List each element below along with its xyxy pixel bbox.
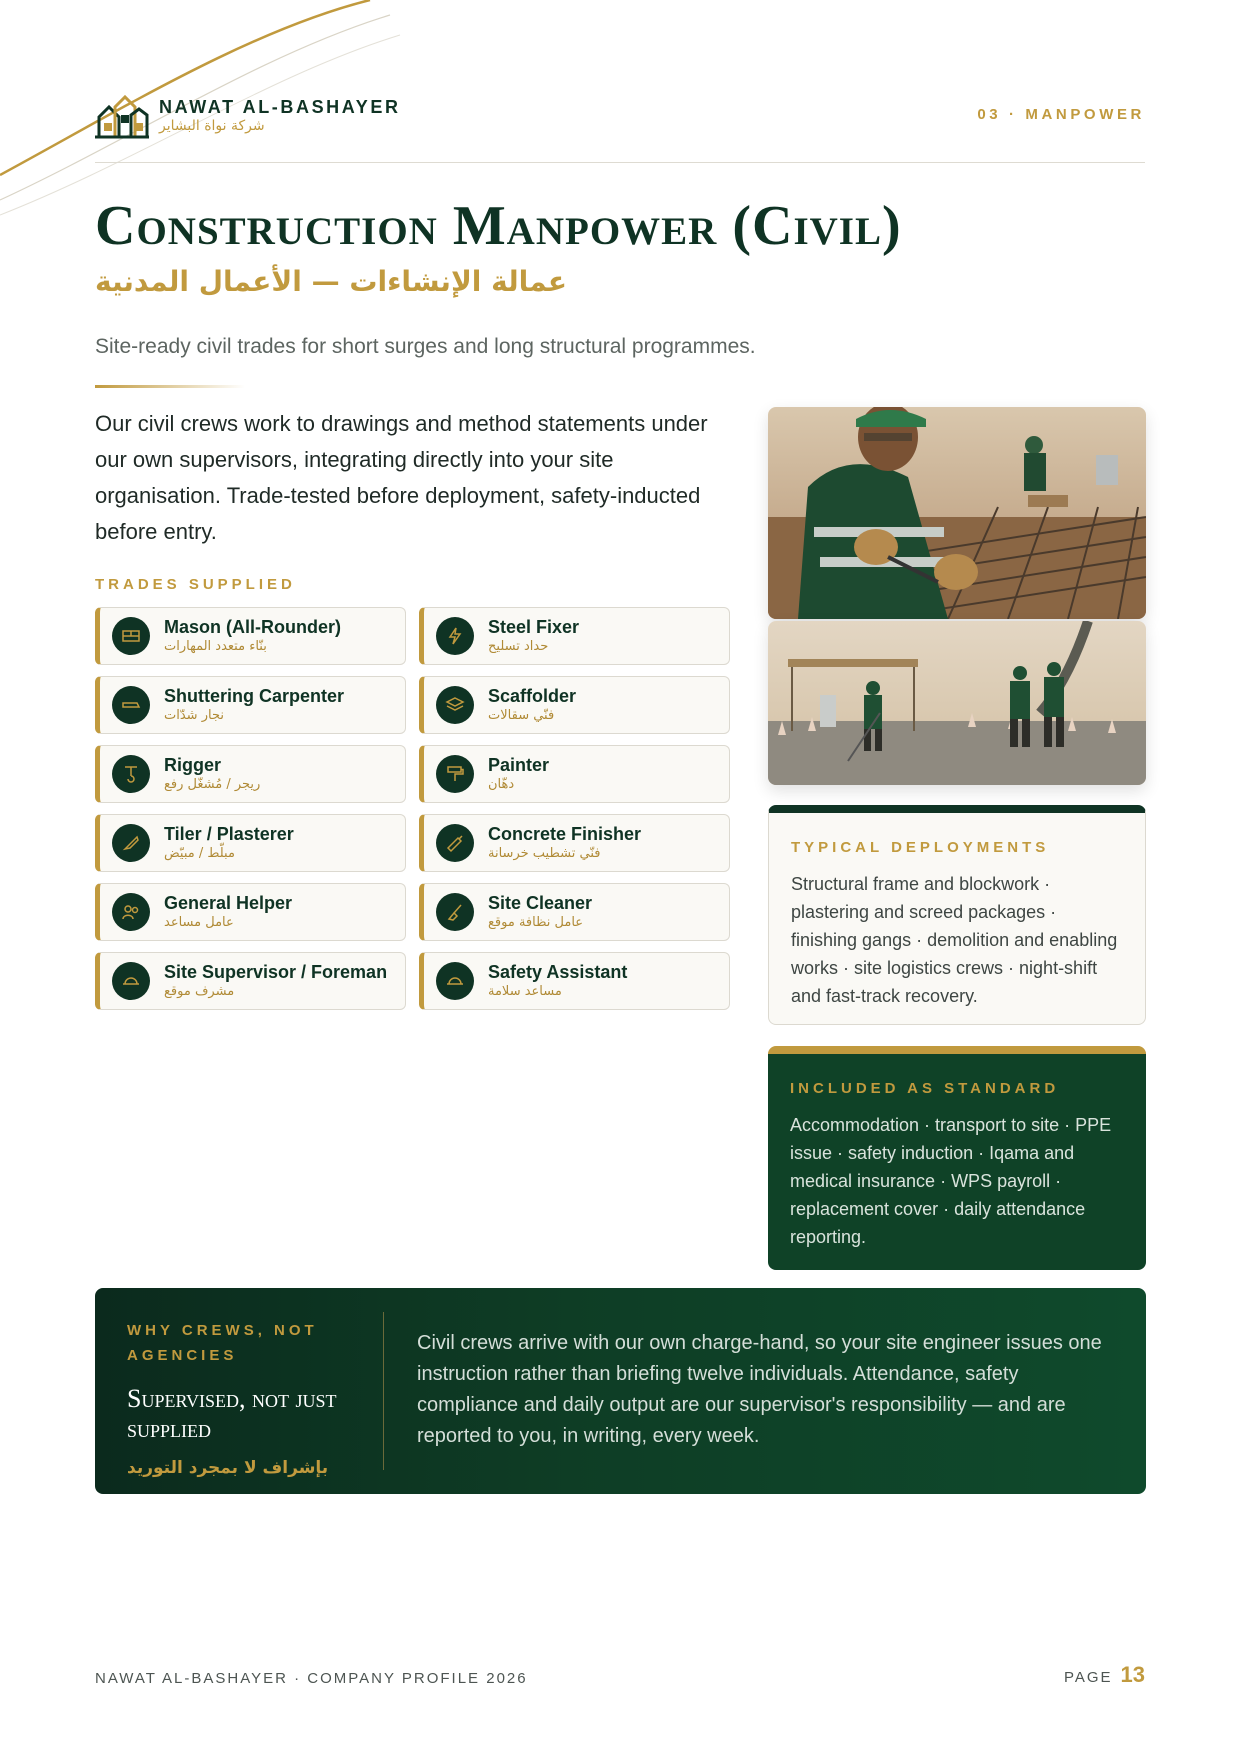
- typical-deployments-card: [768, 805, 1146, 1025]
- trade-card: [419, 607, 730, 665]
- company-logo-icon: [95, 93, 149, 139]
- banner-divider: [383, 1312, 384, 1470]
- page-label: PAGE: [1063, 1669, 1113, 1686]
- paint-roller-icon: [436, 755, 474, 793]
- trade-name-arabic: فنّي سقالات: [488, 707, 555, 723]
- hard-hat-icon: [436, 962, 474, 1000]
- trade-name-arabic: بنّاء متعدد المهارات: [164, 638, 267, 654]
- why-crews-banner: [95, 1288, 1146, 1494]
- intro-paragraph: Our civil crews work to drawings and method statements under our own supervisors, integrating directly into your site organisation. Trade-tested before deployment, safety-inducted before entry.: [95, 411, 708, 544]
- trade-name-arabic: حداد تسليح: [488, 638, 549, 654]
- page-number: 13: [1120, 1662, 1145, 1687]
- page-title-arabic: عمالة الإنشاءات — الأعمال المدنية: [95, 265, 568, 298]
- float-icon: [436, 824, 474, 862]
- brand: [95, 93, 401, 139]
- trade-card: [95, 607, 406, 665]
- trades-label: TRADES SUPPLIED: [95, 576, 296, 593]
- header-divider: [95, 162, 1145, 163]
- page-subtitle: Site-ready civil trades for short surges and long structural programmes.: [95, 335, 756, 358]
- deployments-label: TYPICAL DEPLOYMENTS: [791, 839, 1050, 856]
- trade-card: [95, 952, 406, 1010]
- trade-name: Concrete Finisher: [488, 823, 642, 844]
- brand-name: NAWAT AL-BASHAYER: [159, 97, 401, 117]
- bolt-icon: [436, 617, 474, 655]
- trade-name: Site Cleaner: [488, 892, 593, 913]
- trade-name: Scaffolder: [488, 685, 577, 706]
- trade-name-arabic: مبلّط / مبيّض: [164, 845, 235, 861]
- trades-grid: [95, 607, 730, 1010]
- trade-card: [419, 952, 730, 1010]
- saw-icon: [112, 686, 150, 724]
- trade-name-arabic: مساعد سلامة: [488, 983, 562, 999]
- banner-label: WHY CREWS, NOT AGENCIES: [127, 1322, 318, 1364]
- trade-name: Shuttering Carpenter: [164, 685, 345, 706]
- trade-name: Steel Fixer: [488, 616, 580, 637]
- trade-card: [95, 745, 406, 803]
- trade-name: Mason (All-Rounder): [164, 616, 341, 637]
- footer-company: NAWAT AL-BASHAYER · COMPANY PROFILE 2026: [95, 1670, 528, 1687]
- brick-icon: [112, 617, 150, 655]
- layers-icon: [436, 686, 474, 724]
- broom-icon: [436, 893, 474, 931]
- brand-name-arabic: شركة نواة البشاير: [159, 118, 265, 134]
- trade-card: [95, 883, 406, 941]
- trowel-icon: [112, 824, 150, 862]
- included-standard-card: [768, 1046, 1146, 1270]
- trade-name: Painter: [488, 754, 550, 775]
- trade-card: [419, 676, 730, 734]
- trade-name-arabic: نجار شدّات: [164, 707, 224, 723]
- trade-card: [419, 883, 730, 941]
- trade-card: [419, 745, 730, 803]
- trade-name: Tiler / Plasterer: [164, 823, 294, 844]
- trade-name-arabic: دهّان: [488, 776, 515, 792]
- trade-name: General Helper: [164, 892, 293, 913]
- trade-name-arabic: عامل مساعد: [164, 914, 234, 930]
- standard-label: INCLUDED AS STANDARD: [790, 1080, 1060, 1097]
- people-icon: [112, 893, 150, 931]
- trade-name-arabic: فنّي تشطيب خرسانة: [488, 845, 601, 861]
- trade-card: [95, 814, 406, 872]
- trade-card: [95, 676, 406, 734]
- banner-title: Supervised, not just supplied: [127, 1384, 337, 1443]
- trade-name: Site Supervisor / Foreman: [164, 961, 388, 982]
- trade-name-arabic: مشرف موقع: [164, 983, 235, 999]
- banner-title-arabic: بإشراف لا بمجرد التوريد: [127, 1458, 329, 1478]
- trade-card: [419, 814, 730, 872]
- standard-text: Accommodation · transport to site · PPE issue · safety induction · Iqama and medical insurance · WPS payroll · replacement cover · daily attendance reporting.: [790, 1115, 1112, 1247]
- hard-hat-icon: [112, 962, 150, 1000]
- page-title: Construction Manpower (Civil): [95, 195, 902, 257]
- hook-icon: [112, 755, 150, 793]
- section-tag: 03 · MANPOWER: [977, 106, 1145, 123]
- trade-name-arabic: ريجر / مُشغّل رفع: [164, 776, 261, 792]
- trade-name-arabic: عامل نظافة موقع: [488, 914, 584, 930]
- photo-steel-fixer: [768, 407, 1146, 619]
- trade-name: Safety Assistant: [488, 961, 628, 982]
- footer-page: [1064, 1662, 1145, 1688]
- gold-accent-line: [95, 385, 245, 388]
- photo-concrete-pour: [768, 621, 1146, 785]
- trade-name: Rigger: [164, 754, 222, 775]
- banner-text: Civil crews arrive with our own charge-hand, so your site engineer issues one instruction rather than briefing twelve individuals. Attendance, safety compliance and daily output are our supervisor's responsibility — and are reported to you, in writing, every week.: [417, 1332, 1102, 1447]
- deployments-text: Structural frame and blockwork · plastering and screed packages · finishing gangs · demolition and enabling works · site logistics crews · night-shift and fast-track recovery.: [791, 874, 1118, 1006]
